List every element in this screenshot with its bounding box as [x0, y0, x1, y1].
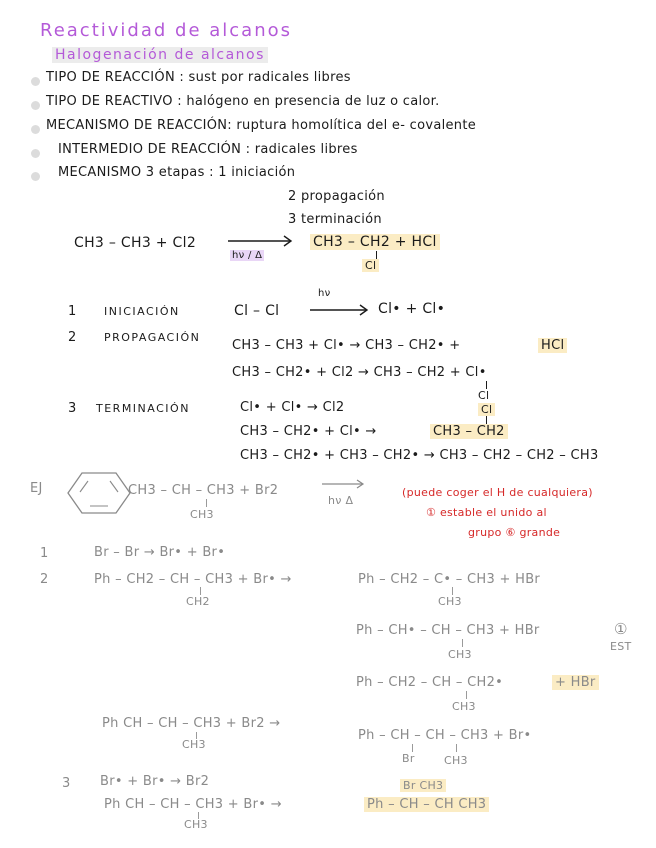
- equation: Ph CH – CH – CH3 + Br• →: [104, 797, 282, 812]
- note-line: (puede coger el H de cualquiera): [402, 486, 593, 499]
- light-label: hν: [318, 288, 331, 299]
- bond-line: [462, 639, 463, 647]
- hcl-highlight: [538, 338, 567, 353]
- step-number: 3: [62, 776, 71, 791]
- substituent: [478, 403, 495, 416]
- reaction-condition: [230, 247, 264, 262]
- substituent: CH3: [184, 818, 208, 831]
- bullet-item: MECANISMO 3 etapas : 1 iniciación: [58, 165, 296, 180]
- benzene-ring-icon: [66, 470, 132, 516]
- substituent: CH2: [186, 595, 210, 608]
- step-number: 3: [68, 401, 77, 416]
- example-condition: hν Δ: [328, 494, 354, 507]
- stability-label: EST: [610, 640, 632, 653]
- note-line: ① estable el unido al: [426, 506, 547, 519]
- bullet-dot: [31, 125, 40, 134]
- substituent: Br: [402, 752, 415, 765]
- substituent: Cl: [478, 389, 490, 402]
- example-chain: CH3 – CH – CH3 + Br2: [128, 483, 279, 498]
- bullet-dot: [31, 77, 40, 86]
- final-product: [364, 797, 489, 812]
- equation: Ph – CH – CH – CH3 + Br•: [358, 728, 532, 743]
- reaction-reactants: CH3 – CH3 + Cl2: [74, 235, 197, 251]
- bond-line: [456, 744, 457, 752]
- bond-line: [452, 587, 453, 595]
- equation: Ph – CH2 – CH – CH3 + Br• →: [94, 572, 292, 587]
- reaction-arrow: [322, 478, 368, 490]
- equation: Cl – Cl: [234, 303, 280, 319]
- product-substituent: [362, 259, 379, 272]
- hbr-highlight: [552, 675, 599, 690]
- subtitle-text: Halogenación de alcanos: [52, 47, 268, 63]
- hbr-text: + HBr: [552, 675, 599, 690]
- equation: Ph – CH• – CH – CH3 + HBr: [356, 623, 540, 638]
- substituent: CH3: [438, 595, 462, 608]
- equation: Ph – CH2 – CH – CH2•: [356, 675, 504, 690]
- page-subtitle: [52, 47, 268, 63]
- example-branch: CH3: [190, 508, 214, 521]
- bullet-item: TIPO DE REACTIVO : halógeno en presencia de luz o calor.: [46, 94, 440, 109]
- step-label: TERMINACIÓN: [96, 402, 190, 415]
- step-number: 1: [68, 304, 77, 319]
- substituent: CH3: [452, 700, 476, 713]
- page-title: Reactividad de alcanos: [40, 20, 292, 41]
- example-label: EJ: [30, 481, 43, 496]
- reaction-arrow: [228, 234, 296, 248]
- bond-line: [486, 416, 487, 424]
- bond-line: [376, 251, 377, 259]
- equation: CH3 – CH3 + Cl• → CH3 – CH2• +: [232, 338, 461, 353]
- step-number: 2: [40, 572, 49, 587]
- equation: CH3 – CH2• + Cl• →: [240, 424, 377, 439]
- product-text: CH3 – CH2 + HCl: [310, 234, 440, 250]
- substituent: CH3: [448, 648, 472, 661]
- equation: Cl• + Cl•: [378, 301, 446, 317]
- equation: CH3 – CH2• + Cl2 → CH3 – CH2 + Cl•: [232, 365, 487, 380]
- step-label: INICIACIÓN: [104, 305, 180, 318]
- bullet-dot: [31, 101, 40, 110]
- step-number: 1: [40, 546, 49, 561]
- step-number: 2: [68, 330, 77, 345]
- mechanism-step: 2 propagación: [288, 189, 385, 204]
- bond-line: [412, 744, 413, 752]
- equation: Ph CH – CH – CH3 + Br2 →: [102, 716, 281, 731]
- note-line: grupo ⑥ grande: [468, 526, 561, 539]
- circle-number: ①: [614, 620, 628, 638]
- bullet-dot: [31, 149, 40, 158]
- final-product-text: Ph – CH – CH CH3: [364, 797, 489, 812]
- bond-line: [486, 381, 487, 389]
- substituent: CH3: [444, 754, 468, 767]
- substituent: CH3: [182, 738, 206, 751]
- equation: CH3 – CH2• + CH3 – CH2• → CH3 – CH2 – CH2 – CH3: [240, 448, 599, 463]
- substituents-text: Br CH3: [400, 779, 446, 792]
- condition-text: hν / Δ: [232, 250, 263, 261]
- bond-line: [466, 691, 467, 699]
- product-text: CH3 – CH2: [430, 424, 508, 439]
- reaction-arrow: [310, 303, 372, 317]
- bullet-dot: [31, 172, 40, 181]
- product-substituents: [400, 779, 446, 792]
- mechanism-step: 3 terminación: [288, 212, 382, 227]
- bond-line: [200, 587, 201, 595]
- product-highlight: [430, 424, 508, 439]
- bullet-item: TIPO DE REACCIÓN : sust por radicales libres: [46, 70, 351, 85]
- substituent-text: Cl: [362, 259, 379, 272]
- step-label: PROPAGACIÓN: [104, 331, 201, 344]
- bullet-item: INTERMEDIO DE REACCIÓN : radicales libres: [58, 142, 358, 157]
- substituent-text: Cl: [478, 403, 495, 416]
- hcl-text: HCl: [538, 338, 567, 353]
- equation: Br• + Br• → Br2: [100, 774, 210, 789]
- equation: Cl• + Cl• → Cl2: [240, 400, 345, 415]
- bullet-item: MECANISMO DE REACCIÓN: ruptura homolítica del e- covalente: [46, 118, 477, 133]
- equation: Ph – CH2 – C• – CH3 + HBr: [358, 572, 541, 587]
- bond-line: [206, 499, 207, 507]
- equation: Br – Br → Br• + Br•: [94, 545, 226, 560]
- reaction-product: [310, 234, 440, 250]
